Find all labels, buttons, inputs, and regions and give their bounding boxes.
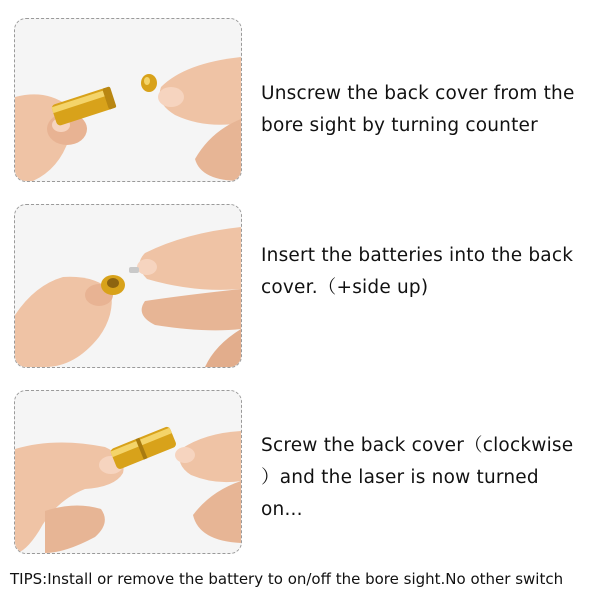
- step-2: [14, 204, 584, 368]
- step-2-photo: [14, 204, 242, 368]
- step-2-line-2: cover.（+side up): [261, 277, 429, 298]
- step-3-line-1: Screw the back cover（clockwise: [261, 435, 574, 456]
- step-1-photo: [14, 18, 242, 182]
- tips-text: TIPS:Install or remove the battery to on/off the bore sight.No other switch: [10, 570, 564, 588]
- step-3: [14, 390, 584, 554]
- step-3-line-3: on...: [261, 499, 303, 520]
- step-3-photo: [14, 390, 242, 554]
- hands-unscrew-image: [15, 19, 241, 181]
- step-2-line-1: Insert the batteries into the back: [261, 245, 574, 266]
- step-3-caption: [261, 430, 581, 526]
- hands-insert-battery-image: [15, 205, 241, 367]
- step-1-line-1: Unscrew the back cover from the: [261, 83, 575, 104]
- step-1: [14, 18, 584, 182]
- step-1-line-2: bore sight by turning counter: [261, 115, 538, 136]
- hands-screw-cover-image: [15, 391, 241, 553]
- step-1-caption: [261, 78, 581, 142]
- step-3-line-2: ）and the laser is now turned: [261, 467, 539, 488]
- step-2-caption: [261, 240, 581, 304]
